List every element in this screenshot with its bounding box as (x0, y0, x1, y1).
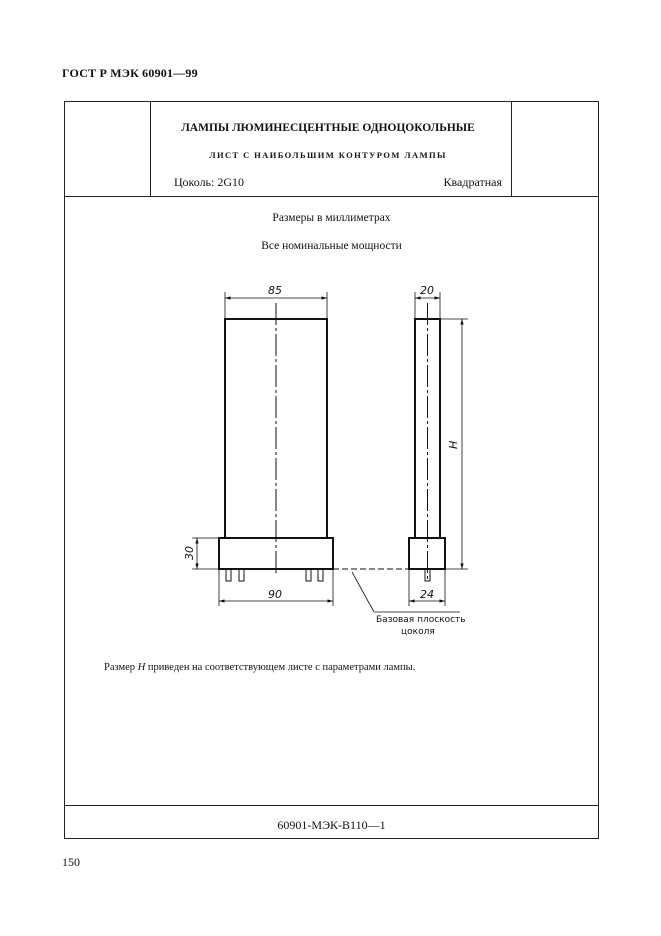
document-code: ГОСТ Р МЭК 60901—99 (62, 66, 198, 80)
power-note: Все номинальные мощности (261, 240, 402, 252)
dim-label-H: H (447, 440, 460, 449)
lamp-shape: Квадратная (443, 175, 502, 189)
dim-label-20: 20 (420, 284, 434, 297)
base-plane-label-2: цоколя (401, 627, 435, 637)
base-type: Цоколь: 2G10 (174, 175, 245, 189)
page-number: 150 (62, 855, 80, 869)
dim-label-30: 30 (183, 546, 196, 560)
dim-label-90: 90 (268, 588, 282, 601)
front-pins (226, 569, 323, 581)
dim-label-24: 24 (420, 588, 434, 601)
dimension-note (104, 662, 415, 673)
note-prefix: Размер (104, 662, 136, 673)
base-plane-leader (352, 572, 374, 612)
units-note: Размеры в миллиметрах (272, 212, 391, 224)
note-text: приведен на соответствующем листе с параметрами лампы. (147, 662, 416, 673)
sheet-subtitle: ЛИСТ С НАИБОЛЬШИМ КОНТУРОМ ЛАМПЫ (209, 150, 447, 160)
sheet-id: 60901-МЭК-В110—1 (277, 818, 386, 832)
base-plane-label: Базовая плоскость (376, 615, 466, 625)
dim-label-85: 85 (268, 284, 282, 297)
sheet-title: ЛАМПЫ ЛЮМИНЕСЦЕНТНЫЕ ОДНОЦОКОЛЬНЫЕ (181, 122, 475, 134)
note-variable: H (137, 662, 146, 673)
